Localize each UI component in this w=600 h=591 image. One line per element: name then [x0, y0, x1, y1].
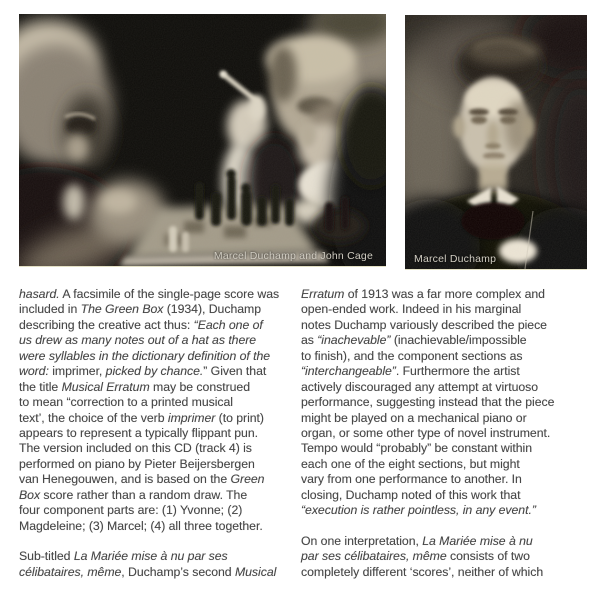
text-column-left	[19, 287, 279, 580]
text-line: us drew as many notes out of a hat as there	[19, 333, 257, 348]
photo-duchamp-and-cage	[19, 14, 386, 266]
text-line: Box score rather than a random draw. The	[19, 487, 248, 502]
text-line: as “inachevable” (inachievable/impossible	[301, 333, 527, 348]
text-line: organ, or some other type of novel instrument.	[301, 425, 551, 440]
portrait-illustration	[405, 15, 587, 269]
text-line: word: imprimer, picked by chance.” Given that	[19, 364, 267, 379]
text-line: The version included on this CD (track 4) is	[19, 441, 252, 456]
text-line: Sub-titled La Mariée mise à nu par ses	[19, 549, 228, 564]
text-line: performance, suggesting instead that the piece	[301, 395, 555, 410]
text-line: van Henegouwen, and is based on the Green	[19, 472, 265, 487]
text-line: open-ended work. Indeed in his marginal	[301, 302, 522, 317]
paragraph-subtitle-intro	[19, 549, 279, 580]
text-line: performed on piano by Pieter Beijersbergen	[19, 456, 255, 471]
text-line: actively discouraged any attempt at virtuoso	[301, 379, 539, 394]
text-line: included in The Green Box (1934), Duchamp	[19, 302, 261, 317]
text-line: were syllables in the dictionary definition of the	[19, 348, 271, 363]
text-line: vary from one performance to another. In	[301, 472, 522, 487]
text-line: to finish), and the component sections as	[301, 348, 523, 363]
text-line: might be played on a mechanical piano or	[301, 410, 527, 425]
text-line: appears to represent a typically flippant pun.	[19, 425, 259, 440]
photo-caption-marcel-duchamp: Marcel Duchamp	[414, 253, 497, 265]
paragraph-musical-erratum	[19, 287, 279, 534]
photo-caption-duchamp-and-cage: Marcel Duchamp and John Cage	[213, 250, 373, 262]
text-line: four component parts are: (1) Yvonne; (2)	[19, 503, 243, 518]
text-line: hasard. A facsimile of the single-page score was	[19, 287, 280, 301]
text-line: Magdeleine; (3) Marcel; (4) all three together.	[19, 518, 263, 533]
text-line: text’, the choice of the verb imprimer (to print)	[19, 410, 264, 425]
text-line: notes Duchamp variously described the piece	[301, 317, 547, 332]
text-line: Tempo would “probably” be constant within	[301, 441, 533, 456]
text-line: each one of the eight sections, but might	[301, 456, 520, 471]
text-line: Erratum of 1913 was a far more complex and	[301, 287, 545, 301]
chess-scene-illustration	[19, 14, 386, 266]
text-line: closing, Duchamp noted of this work that	[301, 487, 521, 502]
text-line: the title Musical Erratum may be construed	[19, 379, 250, 394]
text-line: “interchangeable”. Furthermore the artist	[301, 364, 520, 379]
text-line: describing the creative act thus: “Each one of	[19, 317, 263, 332]
text-line: On one interpretation, La Mariée mise à nu	[301, 534, 533, 548]
text-line: par ses célibataires, même consists of two	[301, 549, 530, 564]
text-line: célibataires, même, Duchamp’s second Musical	[19, 564, 277, 579]
text-line: “execution is rather pointless, in any event.”	[301, 503, 536, 518]
text-column-right	[301, 287, 554, 580]
text-line: to mean “correction to a printed musical	[19, 395, 233, 410]
photo-marcel-duchamp-portrait	[405, 15, 587, 269]
paragraph-erratum-1913	[301, 287, 554, 519]
paragraph-interpretation	[301, 534, 554, 580]
text-line: completely different ‘scores’, neither of which	[301, 564, 544, 579]
